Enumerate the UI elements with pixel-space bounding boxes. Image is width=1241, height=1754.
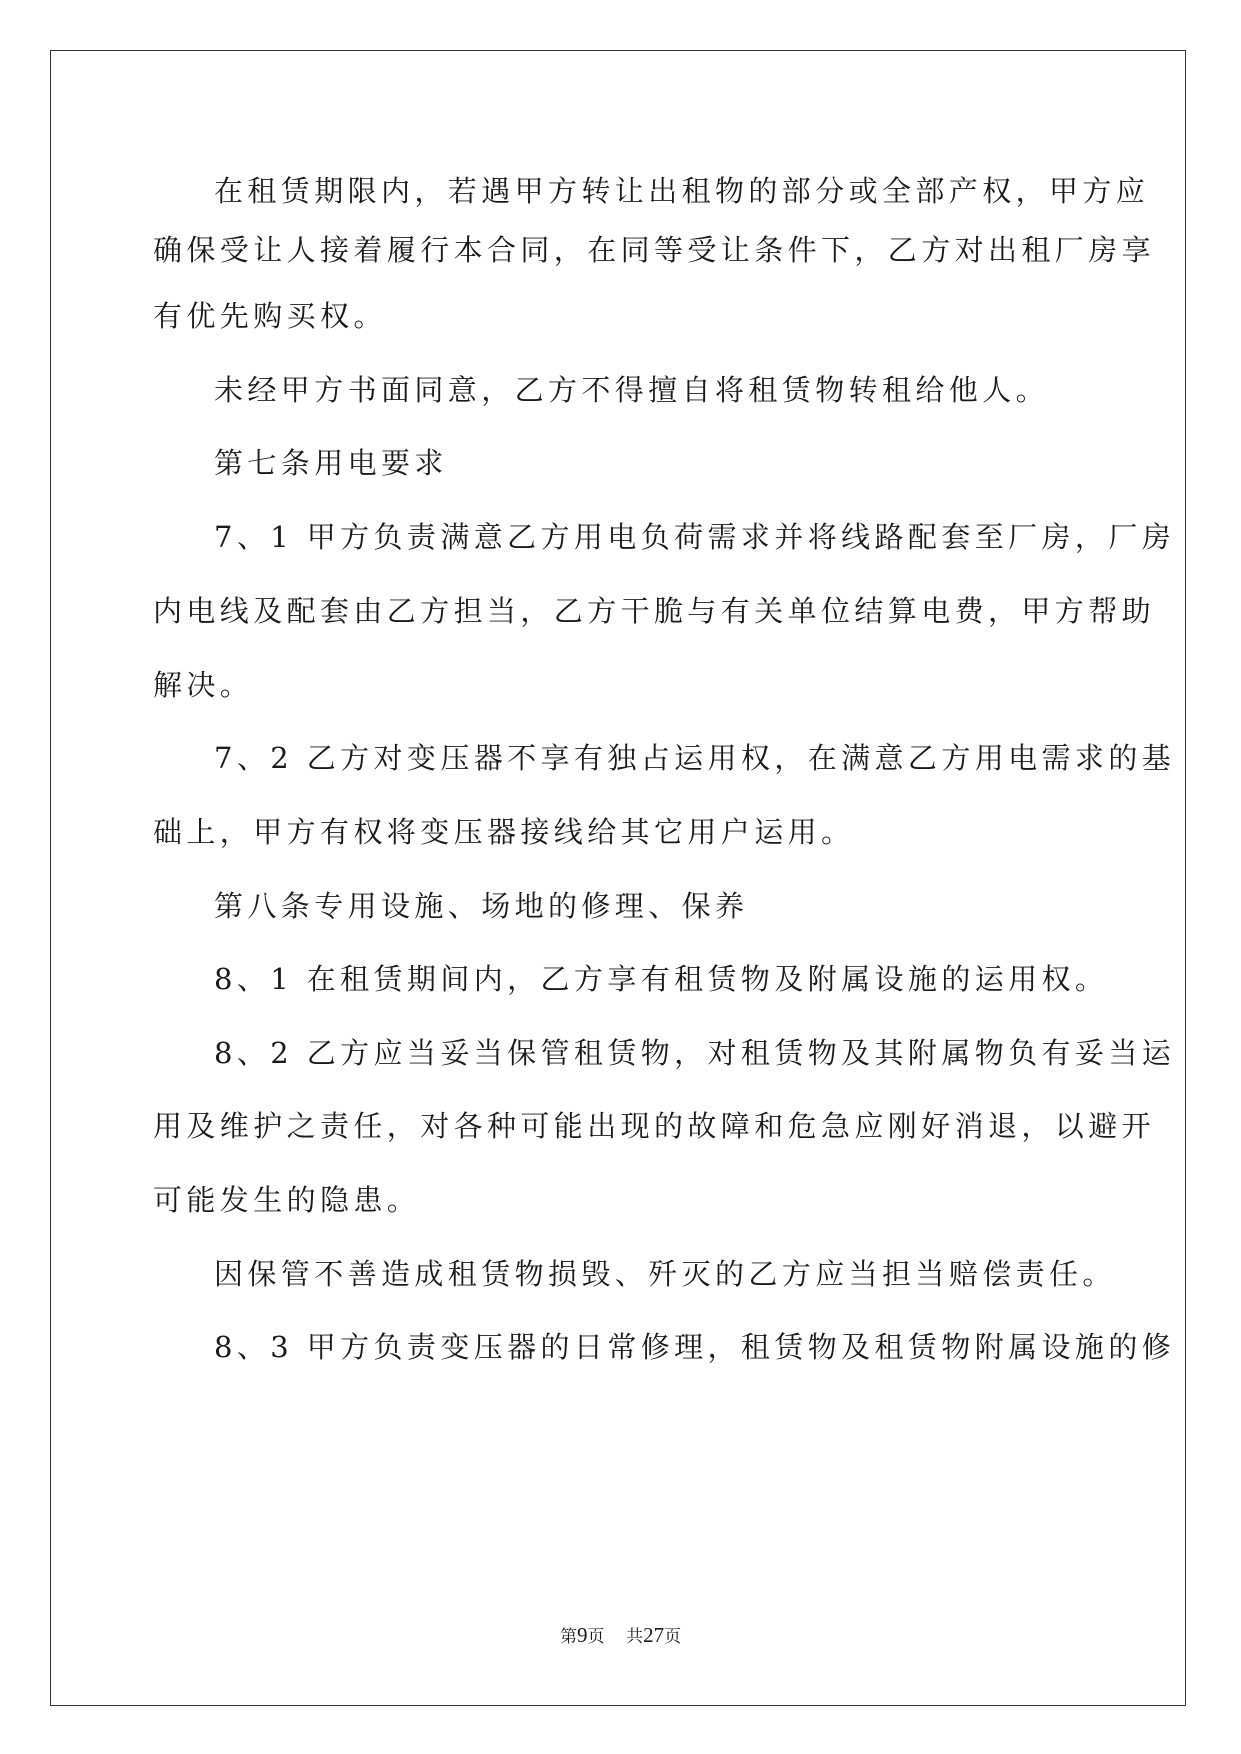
body-line: 7、2 乙方对变压器不享有独占运用权，在满意乙方用电需求的基 xyxy=(214,741,1176,775)
page-prefix: 第 xyxy=(559,1627,577,1647)
section-heading: 第八条专用设施、场地的修理、保养 xyxy=(214,889,749,923)
page-number: 9 xyxy=(576,1623,588,1647)
body-line: 确保受让人接着履行本合同，在同等受让条件下，乙方对出租厂房享 xyxy=(153,233,1156,267)
body-line: 用及维护之责任，对各种可能出现的故障和危急应刚好消退，以避开 xyxy=(153,1109,1156,1143)
body-line: 8、3 甲方负责变压器的日常修理，租赁物及租赁物附属设施的修 xyxy=(214,1330,1176,1364)
body-line: 在租赁期限内，若遇甲方转让出租物的部分或全部产权，甲方应 xyxy=(214,174,1150,208)
total-pages: 27 xyxy=(643,1623,665,1647)
body-line: 解决。 xyxy=(153,668,254,702)
body-line: 8、2 乙方应当妥当保管租赁物，对租赁物及其附属物负有妥当运 xyxy=(214,1036,1176,1070)
body-line: 因保管不善造成租赁物损毁、歼灭的乙方应当担当赔偿责任。 xyxy=(214,1257,1116,1291)
page-footer xyxy=(0,1622,1241,1648)
body-line: 7、1 甲方负责满意乙方用电负荷需求并将线路配套至厂房，厂房 xyxy=(214,520,1176,554)
body-line: 可能发生的隐患。 xyxy=(153,1183,421,1217)
section-heading: 第七条用电要求 xyxy=(214,446,448,480)
page-suffix: 页 xyxy=(587,1627,605,1647)
total-suffix: 页 xyxy=(664,1627,682,1647)
body-line: 内电线及配套由乙方担当，乙方干脆与有关单位结算电费，甲方帮助 xyxy=(153,594,1156,628)
body-line: 有优先购买权。 xyxy=(153,299,387,333)
body-line: 未经甲方书面同意，乙方不得擅自将租赁物转租给他人。 xyxy=(214,373,1050,407)
body-line: 8、1 在租赁期间内，乙方享有租赁物及附属设施的运用权。 xyxy=(214,962,1109,996)
body-line: 础上，甲方有权将变压器接线给其它用户运用。 xyxy=(153,815,855,849)
total-prefix: 共 xyxy=(626,1627,644,1647)
